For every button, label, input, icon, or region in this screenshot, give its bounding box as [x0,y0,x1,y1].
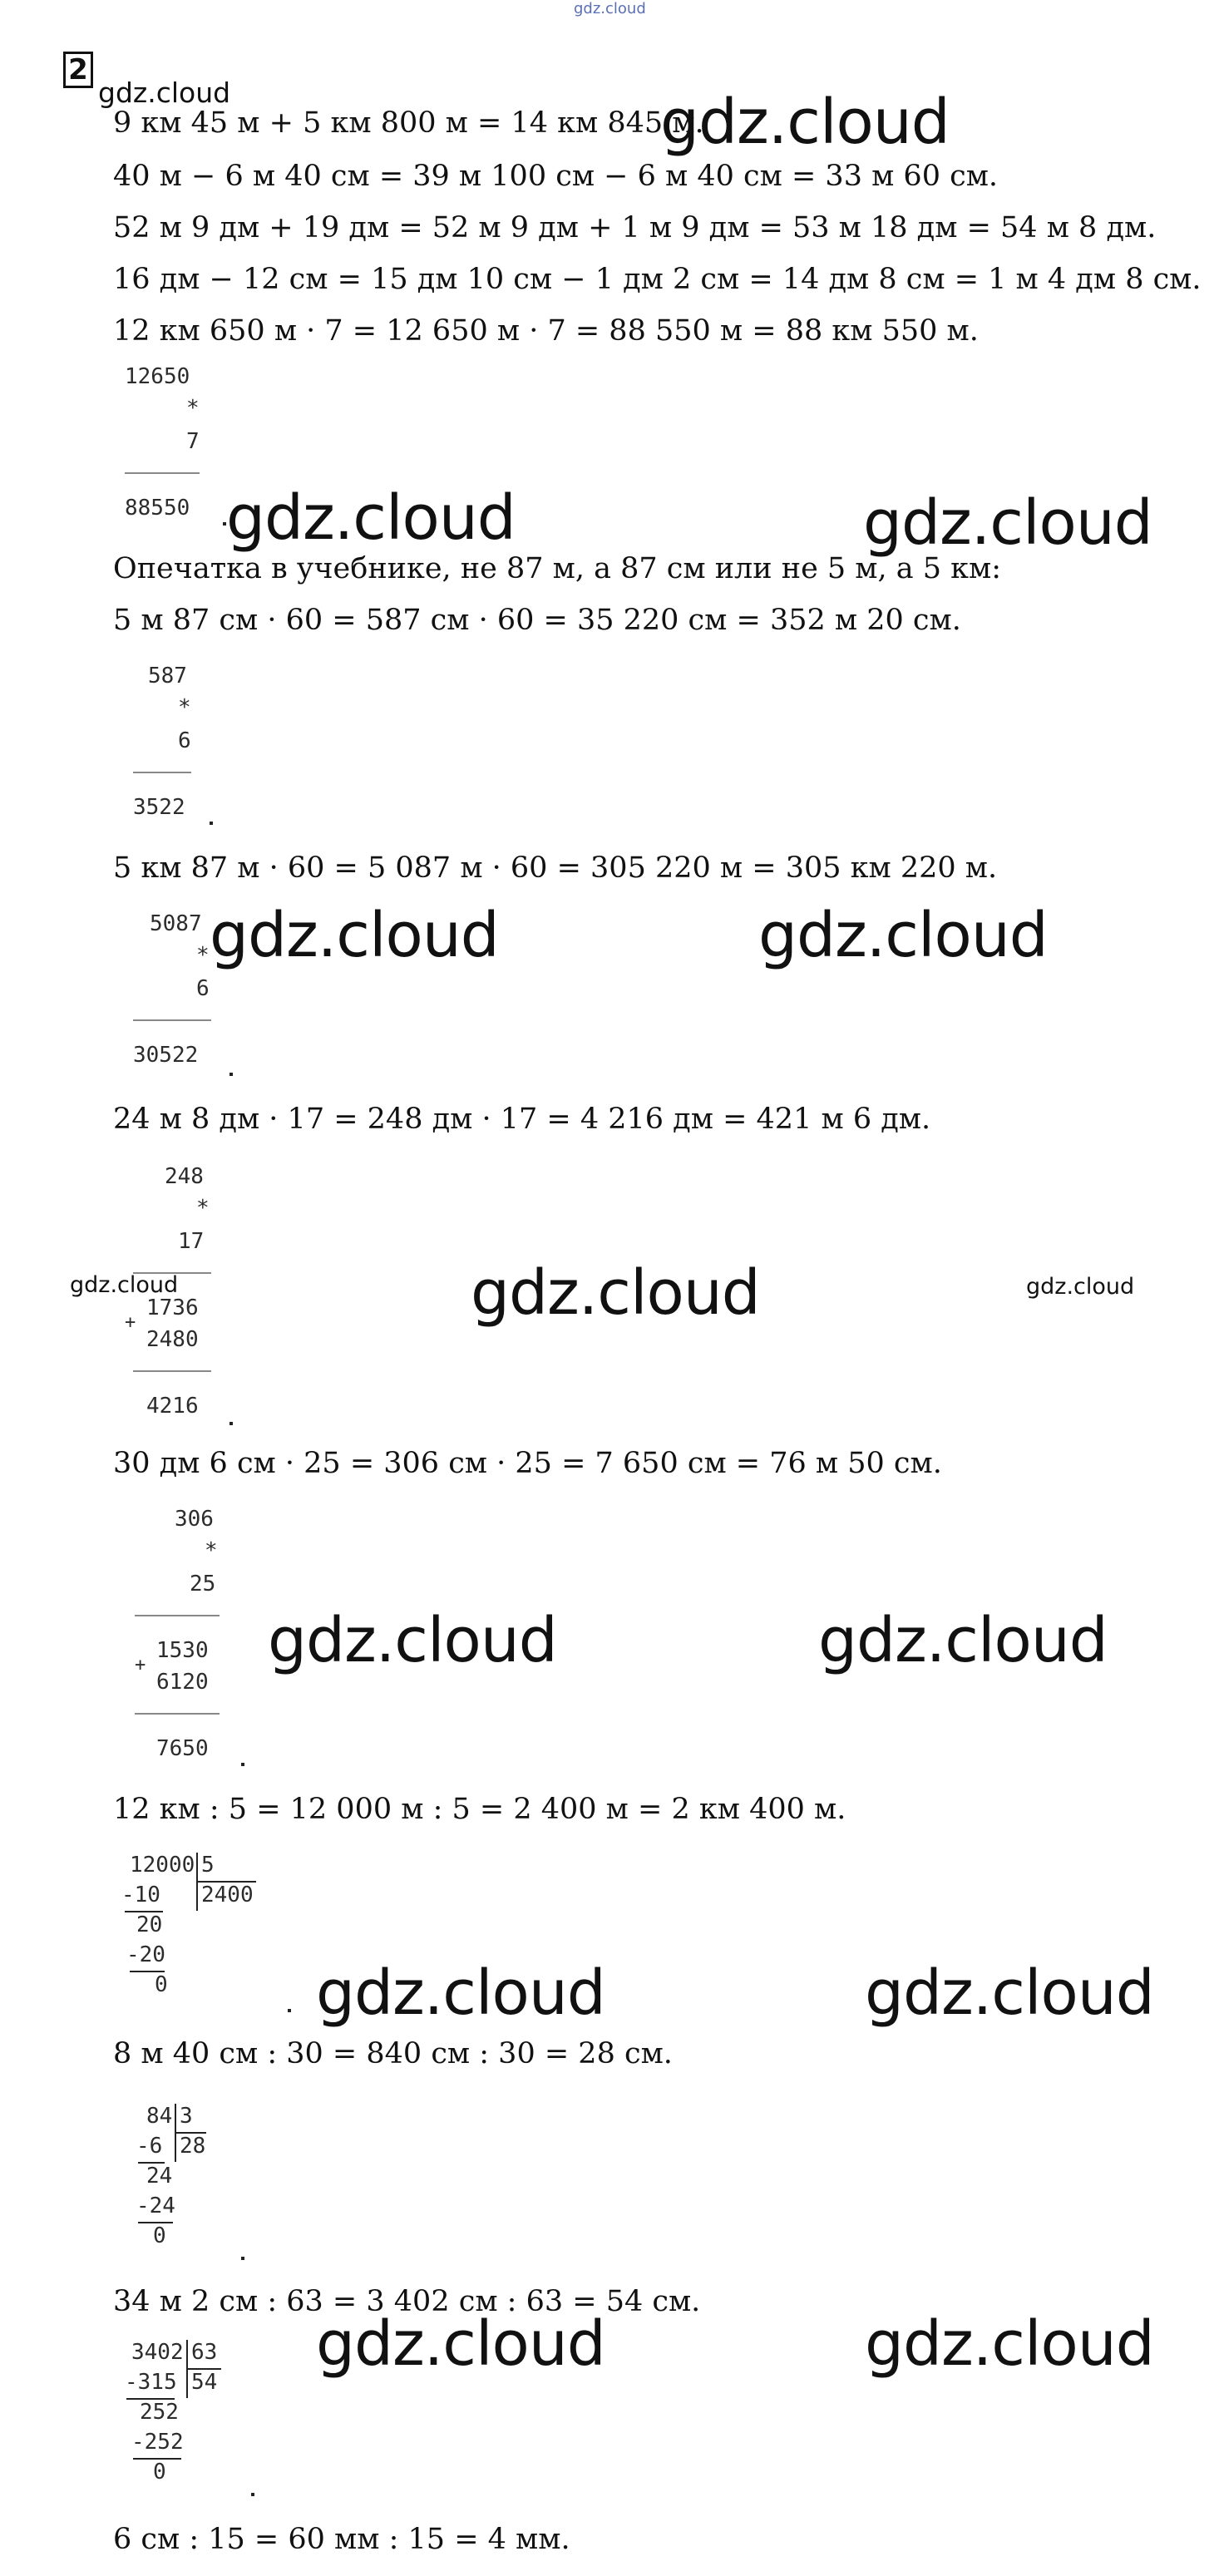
watermark-1: gdz.cloud [226,482,516,554]
calc-d1-divisor: 5 [201,1853,215,1878]
calc-m3-rule [133,1019,211,1021]
calc-d2-remainder-1: 24 [146,2164,173,2189]
calc-m4-partial-2: 2480 [146,1327,199,1352]
calc-d2-dividend: 84 [146,2104,173,2129]
task-watermark-label: gdz.cloud [98,76,231,109]
calc-d3-quotient: 54 [191,2370,218,2395]
calc-m2-result: 3522 [133,795,185,820]
watermark-9: gdz.cloud [865,1957,1154,2029]
watermark-8: gdz.cloud [316,1957,605,2029]
calc-d1-subtract-2: -20 [126,1942,165,1967]
equation-line-11: 12 км : 5 = 12 000 м : 5 = 2 400 м = 2 км 400 м. [113,1793,846,1826]
equation-line-10: 30 дм 6 см · 25 = 306 см · 25 = 7 650 см = 76 м 50 см. [113,1447,942,1480]
calc-d1-quotient: 2400 [201,1883,254,1907]
calc-m1-multiplicand: 12650 [125,364,190,389]
calc-m2-multiplicand: 587 [148,664,187,688]
calc-d1-subtract-1: -10 [121,1883,160,1907]
calc-m5-rule-2 [135,1713,220,1715]
calc-d2-divisor: 3 [180,2104,193,2129]
calc-m2-operator: * [178,695,191,720]
equation-line-9: 24 м 8 дм · 17 = 248 дм · 17 = 4 216 дм = 421 м 6 дм. [113,1103,931,1136]
calc-m3-dot [229,1073,233,1076]
calc-m4-operator: * [196,1196,210,1221]
task-number-badge: 2 [63,52,93,88]
calc-m4-multiplicand: 248 [165,1164,204,1189]
calc-d1-dot [288,2009,291,2012]
calc-m1-operator: * [186,396,200,421]
equation-line-2: 40 м − 6 м 40 см = 39 м 100 см − 6 м 40 см = 33 м 60 см. [113,160,999,193]
calc-m3-operator: * [196,943,210,968]
calc-m2-dot [210,822,213,825]
calc-m4-plus: + [125,1312,136,1333]
watermark-small-left: gdz.cloud [70,1272,179,1298]
watermark-7: gdz.cloud [818,1605,1108,1676]
calc-m4-dot [229,1422,233,1425]
calc-m5-plus: + [135,1655,146,1675]
calc-m5-partial-2: 6120 [156,1670,209,1695]
calc-m4-rule-2 [133,1370,211,1372]
calc-d3-subtract-2: -252 [131,2430,184,2455]
calc-d3-dividend: 3402 [131,2340,184,2365]
calc-m4-result: 4216 [146,1394,199,1419]
equation-line-7: 5 м 87 см · 60 = 587 см · 60 = 35 220 см = 352 м 20 см. [113,604,961,637]
watermark-6: gdz.cloud [268,1605,557,1676]
calc-m5-rule-1 [135,1615,220,1616]
equation-line-5: 12 км 650 м · 7 = 12 650 м · 7 = 88 550 м = 88 км 550 м. [113,314,979,348]
watermark-0: gdz.cloud [660,86,950,158]
equation-line-12: 8 м 40 см : 30 = 840 см : 30 = 28 см. [113,2037,673,2070]
calc-m3-multiplicand: 5087 [150,911,202,936]
equation-line-14: 6 см : 15 = 60 мм : 15 = 4 мм. [113,2523,570,2556]
calc-d1-dividend: 12000 [130,1853,195,1878]
calc-m5-multiplier: 25 [190,1572,216,1596]
top-watermark: gdz.cloud [574,0,646,17]
watermark-3: gdz.cloud [210,900,499,971]
watermark-10: gdz.cloud [316,2308,605,2380]
calc-m5-partial-1: 1530 [156,1638,209,1663]
watermark-5: gdz.cloud [471,1257,760,1329]
calc-m5-operator: * [205,1538,218,1563]
calc-d2-dot [241,2257,244,2260]
calc-m5-result: 7650 [156,1736,209,1761]
calc-d3-remainder-1: 252 [140,2400,179,2425]
equation-line-6: Опечатка в учебнике, не 87 м, а 87 см или не 5 м, а 5 км: [113,552,1002,585]
calc-d2-subtract-1: -6 [136,2134,163,2159]
equation-line-13: 34 м 2 см : 63 = 3 402 см : 63 = 54 см. [113,2285,701,2318]
calc-m2-multiplier: 6 [178,728,191,753]
calc-d2-remainder-2: 0 [153,2223,166,2248]
calc-m1-rule [125,472,200,474]
calc-m5-dot [241,1763,244,1766]
equation-line-4: 16 дм − 12 см = 15 дм 10 см − 1 дм 2 см = 14 дм 8 см = 1 м 4 дм 8 см. [113,263,1202,296]
equation-line-1: 9 км 45 м + 5 км 800 м = 14 км 845 м. [113,106,704,140]
watermark-2: gdz.cloud [863,487,1152,559]
calc-d1-remainder-2: 0 [155,1972,168,1997]
calc-m1-multiplier: 7 [186,429,200,454]
calc-d3-dot [251,2493,254,2496]
calc-m3-multiplier: 6 [196,976,210,1001]
watermark-small-right: gdz.cloud [1026,1274,1135,1300]
equation-line-8: 5 км 87 м · 60 = 5 087 м · 60 = 305 220 м = 305 км 220 м. [113,851,998,885]
calc-m5-multiplicand: 306 [175,1507,214,1532]
calc-d3-divisor: 63 [191,2340,218,2365]
calc-d3-subtract-1: -315 [125,2370,177,2395]
calc-m1-result: 88550 [125,496,190,521]
calc-m2-rule [133,772,191,773]
calc-m3-result: 30522 [133,1043,199,1068]
calc-d1-remainder-1: 20 [136,1912,163,1937]
calc-d2-quotient: 28 [180,2134,206,2159]
calc-d3-remainder-2: 0 [153,2460,166,2485]
calc-d2-subtract-2: -24 [136,2194,175,2218]
equation-line-3: 52 м 9 дм + 19 дм = 52 м 9 дм + 1 м 9 дм = 53 м 18 дм = 54 м 8 дм. [113,211,1157,244]
watermark-11: gdz.cloud [865,2308,1154,2380]
watermark-4: gdz.cloud [758,900,1048,971]
calc-m4-multiplier: 17 [178,1229,205,1254]
calc-m4-partial-1: 1736 [146,1295,199,1320]
